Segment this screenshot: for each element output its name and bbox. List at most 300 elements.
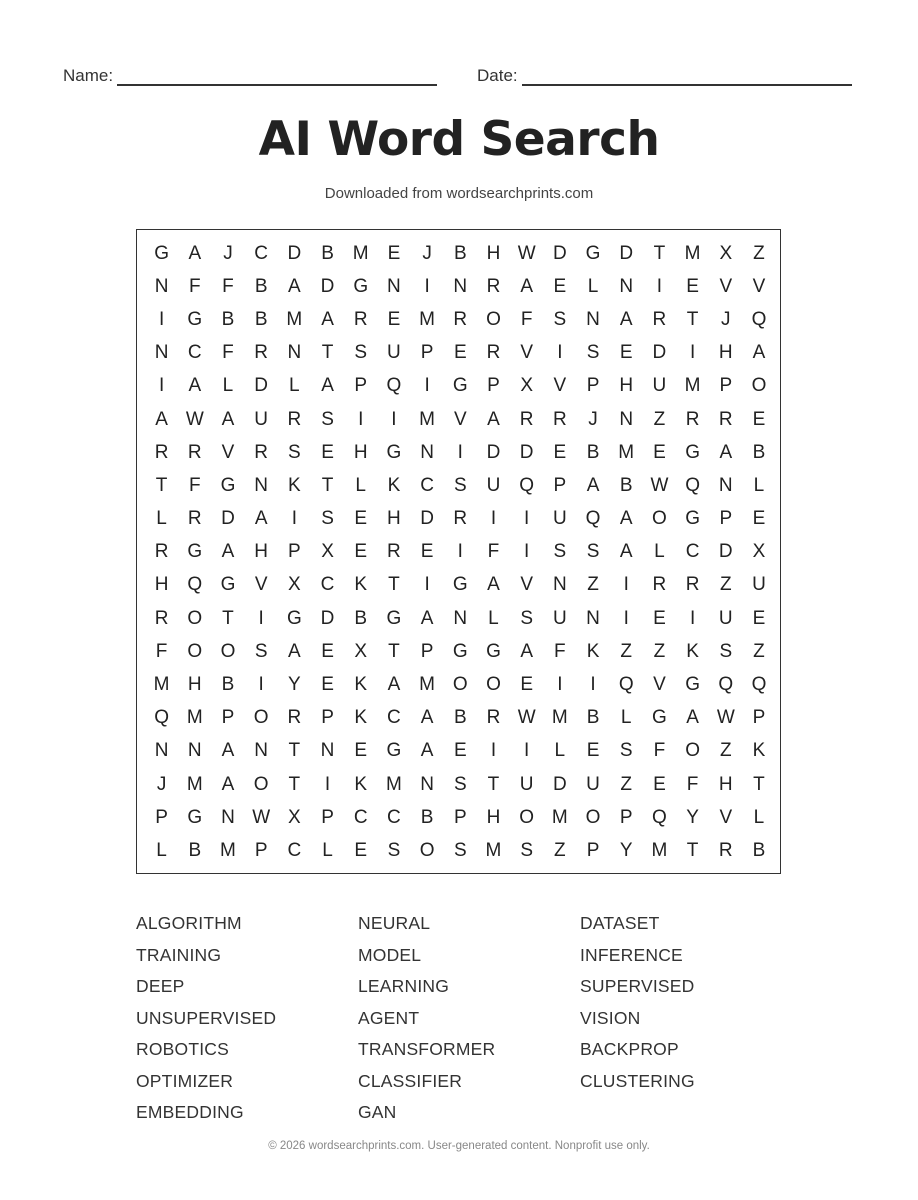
grid-cell[interactable]: O [452,674,468,696]
grid-cell[interactable]: E [520,674,533,696]
grid-cell[interactable]: K [354,707,368,729]
grid-cell[interactable]: A [619,508,633,530]
grid-cell[interactable]: S [520,607,533,629]
grid-cell[interactable]: J [588,408,598,430]
grid-cell[interactable]: O [253,707,269,729]
grid-cell[interactable]: A [619,308,633,330]
grid-cell[interactable]: I [490,740,497,762]
grid-cell[interactable]: Z [554,839,566,861]
grid-cell[interactable]: W [716,707,735,729]
grid-cell[interactable]: D [254,375,269,397]
grid-cell[interactable]: F [188,275,201,297]
grid-cell[interactable]: E [387,308,401,330]
grid-cell[interactable]: Z [620,773,633,795]
grid-cell[interactable]: U [586,773,600,795]
grid-cell[interactable]: A [288,275,301,297]
grid-cell[interactable]: Z [719,740,732,762]
grid-cell[interactable]: G [685,441,700,463]
grid-cell[interactable]: D [652,342,667,364]
grid-cell[interactable]: Q [685,474,700,496]
grid-cell[interactable]: R [486,707,501,729]
grid-cell[interactable]: I [656,275,663,297]
grid-cell[interactable]: G [685,508,700,530]
grid-cell[interactable]: I [258,607,264,629]
grid-cell[interactable]: I [291,508,297,530]
grid-cell[interactable]: M [186,707,203,729]
grid-cell[interactable]: N [254,740,269,762]
grid-cell[interactable]: D [320,607,335,629]
grid-cell[interactable]: Z [719,574,732,596]
grid-cell[interactable]: I [324,773,331,795]
grid-cell[interactable]: E [387,242,401,264]
grid-cell[interactable]: I [358,408,364,430]
grid-cell[interactable]: S [288,441,301,463]
grid-cell[interactable]: R [287,707,302,729]
grid-cell[interactable]: D [718,541,733,563]
grid-cell[interactable]: B [619,474,633,496]
grid-cell[interactable]: C [254,242,269,264]
grid-cell[interactable]: A [221,740,235,762]
grid-cell[interactable]: N [320,740,335,762]
grid-cell[interactable]: A [188,375,202,397]
grid-cell[interactable]: V [520,574,533,596]
grid-cell[interactable]: R [154,441,169,463]
grid-cell[interactable]: Q [585,508,601,530]
grid-cell[interactable]: B [453,242,467,264]
grid-cell[interactable]: E [619,342,633,364]
grid-cell[interactable]: L [289,375,300,397]
grid-cell[interactable]: I [424,275,430,297]
grid-cell[interactable]: E [752,508,766,530]
grid-cell[interactable]: G [286,607,302,629]
grid-cell[interactable]: N [254,474,269,496]
grid-cell[interactable]: M [419,308,435,330]
grid-cell[interactable]: Z [653,640,666,662]
grid-cell[interactable]: N [187,740,202,762]
grid-cell[interactable]: U [387,342,401,364]
grid-cell[interactable]: B [586,441,600,463]
grid-cell[interactable]: T [155,474,168,496]
grid-cell[interactable]: U [486,474,501,496]
grid-cell[interactable]: F [188,474,201,496]
grid-cell[interactable]: U [254,408,269,430]
grid-cell[interactable]: A [420,740,434,762]
grid-cell[interactable]: N [154,740,169,762]
grid-cell[interactable]: D [420,508,434,530]
grid-cell[interactable]: P [288,541,301,563]
grid-cell[interactable]: P [453,806,467,828]
grid-cell[interactable]: A [487,408,500,430]
grid-cell[interactable]: C [420,474,434,496]
grid-cell[interactable]: P [619,806,633,828]
grid-cell[interactable]: T [321,342,334,364]
grid-cell[interactable]: I [557,674,563,696]
grid-cell[interactable]: Y [288,674,301,696]
grid-cell[interactable]: O [751,375,767,397]
grid-cell[interactable]: G [486,640,501,662]
grid-cell[interactable]: B [453,707,467,729]
grid-cell[interactable]: C [320,574,335,596]
grid-cell[interactable]: A [487,574,500,596]
grid-cell[interactable]: S [520,839,533,861]
grid-cell[interactable]: A [288,640,301,662]
grid-cell[interactable]: I [258,674,264,696]
grid-cell[interactable]: R [453,308,468,330]
grid-cell[interactable]: N [718,474,733,496]
grid-cell[interactable]: U [552,607,567,629]
grid-cell[interactable]: N [387,275,401,297]
grid-cell[interactable]: H [154,574,169,596]
grid-cell[interactable]: F [520,308,533,330]
grid-cell[interactable]: A [221,773,235,795]
grid-cell[interactable]: R [387,541,401,563]
grid-cell[interactable]: I [490,508,497,530]
grid-cell[interactable]: P [487,375,500,397]
grid-cell[interactable]: B [254,275,268,297]
grid-cell[interactable]: F [487,541,500,563]
grid-cell[interactable]: E [321,441,334,463]
grid-cell[interactable]: C [685,541,700,563]
grid-cell[interactable]: M [220,839,236,861]
grid-cell[interactable]: B [221,308,235,330]
grid-cell[interactable]: A [686,707,699,729]
grid-cell[interactable]: E [752,607,766,629]
grid-cell[interactable]: X [354,640,368,662]
grid-cell[interactable]: T [388,640,400,662]
grid-cell[interactable]: S [553,308,567,330]
grid-cell[interactable]: Q [718,674,734,696]
grid-cell[interactable]: V [553,375,567,397]
grid-cell[interactable]: S [553,541,567,563]
grid-cell[interactable]: Y [686,806,699,828]
grid-cell[interactable]: M [352,242,369,264]
grid-cell[interactable]: B [752,839,766,861]
grid-cell[interactable]: N [453,607,468,629]
grid-cell[interactable]: I [524,541,530,563]
grid-cell[interactable]: E [586,740,600,762]
grid-cell[interactable]: E [553,275,567,297]
grid-cell[interactable]: L [654,541,665,563]
grid-cell[interactable]: R [254,441,269,463]
grid-cell[interactable]: J [156,773,167,795]
grid-cell[interactable]: L [753,806,765,828]
grid-cell[interactable]: D [619,242,634,264]
grid-cell[interactable]: N [420,773,434,795]
grid-cell[interactable]: S [321,408,334,430]
grid-cell[interactable]: D [552,242,567,264]
grid-cell[interactable]: O [685,740,700,762]
grid-cell[interactable]: A [719,441,733,463]
grid-cell[interactable]: H [387,508,401,530]
grid-cell[interactable]: C [287,839,302,861]
grid-cell[interactable]: A [619,541,633,563]
grid-cell[interactable]: E [653,441,666,463]
grid-cell[interactable]: R [187,508,202,530]
grid-cell[interactable]: K [354,674,368,696]
grid-cell[interactable]: G [154,242,169,264]
grid-cell[interactable]: Z [587,574,599,596]
grid-cell[interactable]: I [158,375,165,397]
grid-cell[interactable]: P [553,474,567,496]
grid-cell[interactable]: E [553,441,567,463]
grid-cell[interactable]: G [452,574,468,596]
grid-cell[interactable]: U [652,375,667,397]
grid-cell[interactable]: K [686,640,699,662]
grid-cell[interactable]: P [420,342,434,364]
grid-cell[interactable]: B [188,839,202,861]
grid-cell[interactable]: V [719,806,733,828]
grid-cell[interactable]: P [321,806,334,828]
grid-cell[interactable]: J [223,242,233,264]
grid-cell[interactable]: W [517,242,536,264]
grid-cell[interactable]: V [653,674,666,696]
grid-cell[interactable]: S [354,342,368,364]
grid-cell[interactable]: N [221,806,235,828]
grid-cell[interactable]: P [155,806,168,828]
grid-cell[interactable]: T [222,607,234,629]
grid-cell[interactable]: S [586,541,600,563]
grid-cell[interactable]: G [685,674,700,696]
grid-cell[interactable]: U [718,607,733,629]
grid-cell[interactable]: M [485,839,502,861]
grid-cell[interactable]: F [686,773,699,795]
grid-cell[interactable]: I [158,308,165,330]
grid-cell[interactable]: E [321,640,334,662]
grid-cell[interactable]: P [586,839,600,861]
grid-cell[interactable]: V [752,275,766,297]
grid-cell[interactable]: P [321,707,334,729]
grid-cell[interactable]: F [653,740,666,762]
grid-cell[interactable]: K [752,740,766,762]
grid-cell[interactable]: B [254,308,268,330]
grid-cell[interactable]: L [156,508,167,530]
grid-cell[interactable]: N [586,607,600,629]
grid-cell[interactable]: N [619,275,634,297]
grid-cell[interactable]: M [684,375,701,397]
grid-cell[interactable]: I [623,574,629,596]
grid-cell[interactable]: R [685,408,700,430]
grid-cell[interactable]: R [287,408,302,430]
grid-cell[interactable]: G [386,740,402,762]
grid-cell[interactable]: G [187,541,203,563]
grid-cell[interactable]: I [524,740,530,762]
grid-cell[interactable]: H [619,375,634,397]
grid-cell[interactable]: I [391,408,397,430]
grid-cell[interactable]: R [254,342,269,364]
grid-cell[interactable]: O [419,839,435,861]
grid-cell[interactable]: E [453,740,467,762]
grid-cell[interactable]: B [221,674,235,696]
grid-cell[interactable]: S [321,508,334,530]
grid-cell[interactable]: N [420,441,434,463]
grid-cell[interactable]: A [221,541,235,563]
grid-cell[interactable]: L [587,275,599,297]
grid-cell[interactable]: A [420,607,434,629]
grid-cell[interactable]: E [453,342,467,364]
grid-cell[interactable]: D [320,275,335,297]
grid-cell[interactable]: D [221,508,235,530]
grid-cell[interactable]: J [422,242,432,264]
grid-cell[interactable]: L [322,839,333,861]
grid-cell[interactable]: G [652,707,667,729]
grid-cell[interactable]: G [386,441,402,463]
grid-cell[interactable]: P [254,839,268,861]
grid-cell[interactable]: X [719,242,733,264]
grid-cell[interactable]: V [453,408,467,430]
grid-cell[interactable]: P [586,375,600,397]
grid-cell[interactable]: G [220,474,236,496]
grid-cell[interactable]: Q [751,674,767,696]
grid-cell[interactable]: G [452,640,468,662]
grid-cell[interactable]: O [187,607,203,629]
grid-cell[interactable]: E [752,408,766,430]
grid-cell[interactable]: H [353,441,368,463]
grid-cell[interactable]: B [752,441,766,463]
grid-cell[interactable]: F [554,640,566,662]
grid-cell[interactable]: W [650,474,669,496]
grid-cell[interactable]: M [618,441,635,463]
grid-cell[interactable]: A [188,242,202,264]
grid-cell[interactable]: D [552,773,567,795]
grid-cell[interactable]: L [222,375,234,397]
grid-cell[interactable]: D [486,441,501,463]
grid-cell[interactable]: M [153,674,170,696]
grid-cell[interactable]: A [387,674,401,696]
grid-cell[interactable]: A [420,707,434,729]
grid-cell[interactable]: T [288,773,301,795]
grid-cell[interactable]: T [653,242,666,264]
grid-cell[interactable]: P [354,375,368,397]
grid-cell[interactable]: H [486,806,501,828]
grid-cell[interactable]: A [321,375,334,397]
grid-cell[interactable]: R [486,275,501,297]
grid-cell[interactable]: Q [652,806,667,828]
grid-cell[interactable]: I [524,508,530,530]
grid-cell[interactable]: T [321,474,334,496]
grid-cell[interactable]: B [586,707,600,729]
grid-cell[interactable]: S [619,740,633,762]
grid-cell[interactable]: D [519,441,534,463]
grid-cell[interactable]: R [718,408,733,430]
date-line[interactable] [522,71,852,86]
grid-cell[interactable]: M [286,308,303,330]
grid-cell[interactable]: X [752,541,766,563]
grid-cell[interactable]: Z [753,242,765,264]
grid-cell[interactable]: V [221,441,235,463]
grid-cell[interactable]: N [586,308,600,330]
grid-cell[interactable]: L [156,839,167,861]
grid-cell[interactable]: E [653,773,666,795]
grid-cell[interactable]: R [187,441,202,463]
grid-cell[interactable]: W [517,707,536,729]
grid-cell[interactable]: G [585,242,601,264]
grid-cell[interactable]: R [154,607,169,629]
grid-cell[interactable]: R [652,308,667,330]
grid-cell[interactable]: R [486,342,501,364]
grid-cell[interactable]: T [686,839,699,861]
grid-cell[interactable]: M [551,806,568,828]
grid-cell[interactable]: C [387,806,401,828]
grid-cell[interactable]: X [520,375,533,397]
grid-cell[interactable]: Z [753,640,765,662]
grid-cell[interactable]: K [354,574,368,596]
grid-cell[interactable]: S [453,839,467,861]
grid-cell[interactable]: M [551,707,568,729]
grid-cell[interactable]: R [718,839,733,861]
grid-cell[interactable]: P [719,375,733,397]
grid-cell[interactable]: B [354,607,368,629]
grid-cell[interactable]: O [519,806,535,828]
grid-cell[interactable]: B [420,806,434,828]
grid-cell[interactable]: A [321,308,334,330]
grid-cell[interactable]: V [254,574,268,596]
grid-cell[interactable]: V [719,275,733,297]
grid-cell[interactable]: G [220,574,236,596]
grid-cell[interactable]: N [287,342,302,364]
grid-cell[interactable]: P [752,707,766,729]
grid-cell[interactable]: X [321,541,334,563]
grid-cell[interactable]: E [354,740,368,762]
grid-cell[interactable]: E [420,541,434,563]
grid-cell[interactable]: F [222,275,234,297]
grid-cell[interactable]: M [651,839,668,861]
grid-cell[interactable]: S [453,773,467,795]
grid-cell[interactable]: V [520,342,533,364]
grid-cell[interactable]: A [520,640,533,662]
grid-cell[interactable]: J [721,308,731,330]
grid-cell[interactable]: M [684,242,701,264]
grid-cell[interactable]: H [718,773,733,795]
grid-cell[interactable]: L [488,607,499,629]
grid-cell[interactable]: S [387,839,401,861]
grid-cell[interactable]: R [353,308,368,330]
grid-cell[interactable]: H [254,541,269,563]
grid-cell[interactable]: N [154,342,169,364]
grid-cell[interactable]: Q [386,375,402,397]
grid-cell[interactable]: O [486,674,501,696]
grid-cell[interactable]: O [652,508,667,530]
grid-cell[interactable]: T [388,574,400,596]
grid-cell[interactable]: Z [620,640,633,662]
grid-cell[interactable]: I [623,607,629,629]
grid-cell[interactable]: R [453,508,468,530]
grid-cell[interactable]: I [424,375,430,397]
grid-cell[interactable]: Q [519,474,535,496]
grid-cell[interactable]: R [552,408,567,430]
grid-cell[interactable]: I [689,607,696,629]
grid-cell[interactable]: X [288,574,301,596]
grid-cell[interactable]: U [752,574,766,596]
grid-cell[interactable]: C [353,806,368,828]
grid-cell[interactable]: C [187,342,202,364]
grid-cell[interactable]: A [586,474,600,496]
grid-cell[interactable]: H [486,242,501,264]
grid-cell[interactable]: R [154,541,169,563]
grid-cell[interactable]: N [453,275,468,297]
grid-cell[interactable]: N [552,574,567,596]
grid-cell[interactable]: Q [618,674,634,696]
grid-cell[interactable]: R [685,574,700,596]
grid-cell[interactable]: I [557,342,563,364]
grid-cell[interactable]: E [354,508,368,530]
grid-cell[interactable]: W [252,806,271,828]
grid-cell[interactable]: N [154,275,169,297]
grid-cell[interactable]: L [355,474,366,496]
grid-cell[interactable]: I [457,541,463,563]
grid-cell[interactable]: G [386,607,402,629]
grid-cell[interactable]: N [619,408,634,430]
grid-cell[interactable]: A [752,342,766,364]
